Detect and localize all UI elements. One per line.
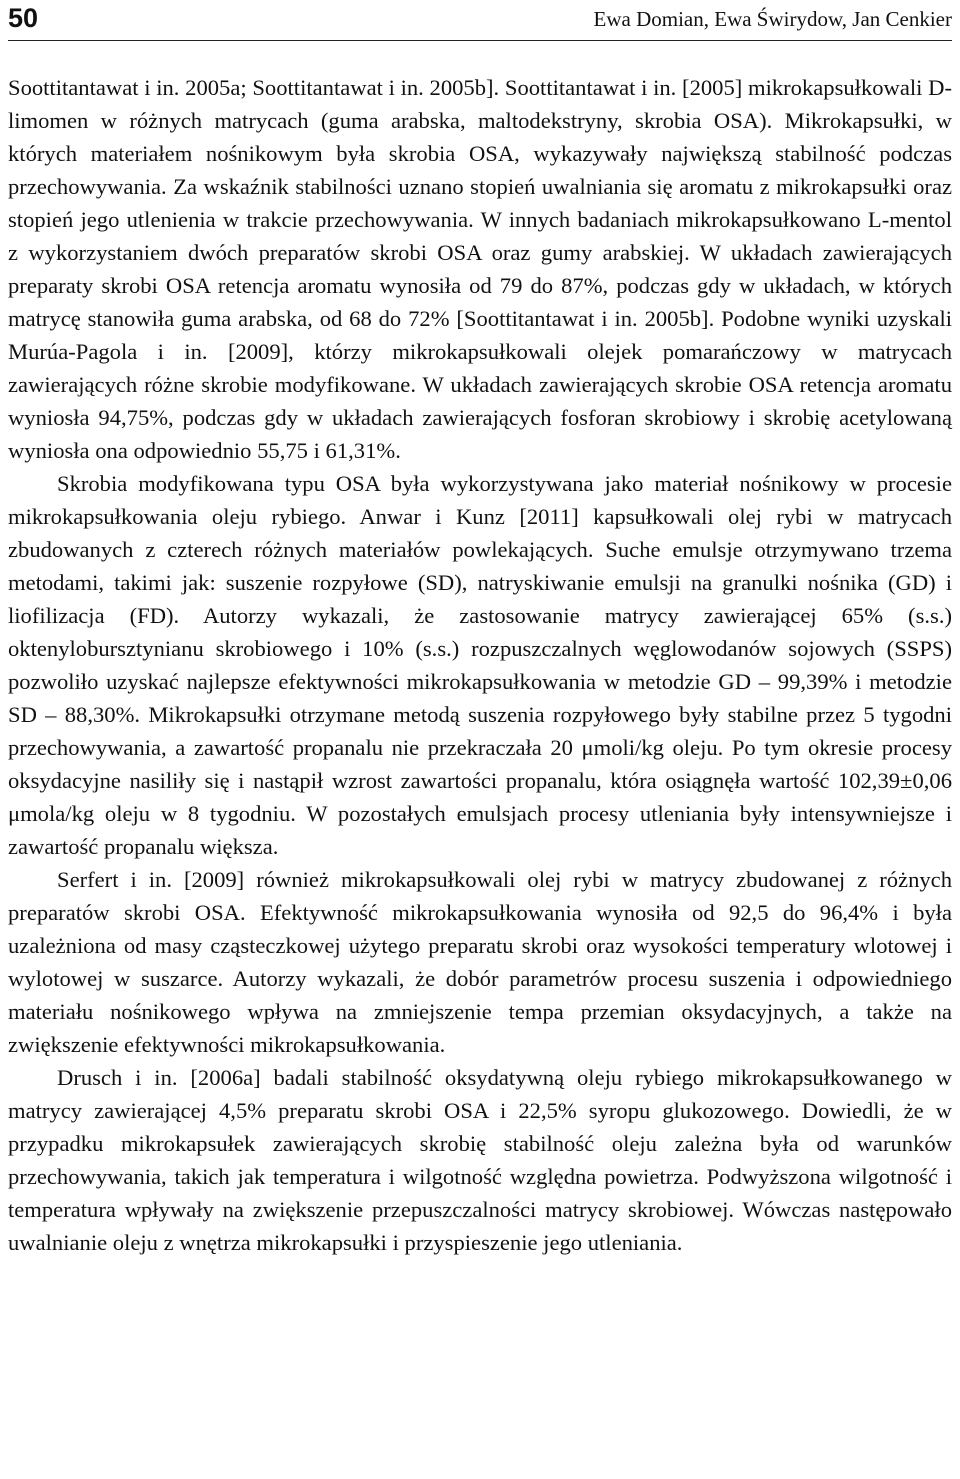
paragraph-1: Soottitantawat i in. 2005a; Soottitantawat i in. 2005b]. Soottitantawat i in. [2005] mikrokapsułkowali D-limomen w różnych matrycach (guma arabska, maltodekstryny, skrobia OSA). Mikrokapsułki, w których materiałem nośnikowym była skrobia OSA, wykazywały największą stabilność podczas przechowywania. Za wskaźnik stabilności uznano stopień uwalniania się aromatu z mikrokapsułki oraz stopień jego utlenienia w trakcie przechowywania. W innych badaniach mikrokapsułkowano L-mentol z wykorzystaniem dwóch preparatów skrobi OSA oraz gumy arabskiej. W układach zawierających preparaty skrobi OSA retencja aromatu wynosiła od 79 do 87%, podczas gdy w układach, w których matrycę stanowiła guma arabska, od 68 do 72% [Soottitantawat i in. 2005b]. Podobne wyniki uzyskali Murúa-Pagola i in. [2009], którzy mikrokapsułkowali olejek pomarańczowy w matrycach zawierających różne skrobie modyfikowane. W układach zawierających skrobie OSA retencja aromatu wyniosła 94,75%, podczas gdy w układach zawierających fosforan skrobiowy i skrobię acetylowaną wyniosła ona odpowiednio 55,75 i 61,31%. (8, 75, 952, 463)
running-header-authors: Ewa Domian, Ewa Świrydow, Jan Cenkier (593, 7, 952, 31)
paragraph-3: Serfert i in. [2009] również mikrokapsułkowali olej rybi w matrycy zbudowanej z różnych preparatów skrobi OSA. Efektywność mikrokapsułkowania wynosiła od 92,5 do 96,4% i była uzależniona od masy cząsteczkowej użytego preparatu skrobi oraz wysokości temperatury wlotowej i wylotowej w suszarce. Autorzy wykazali, że dobór parametrów procesu suszenia i odpowiedniego materiału nośnikowego wpływa na zmniejszenie tempa przemian oksydacyjnych, a także na zwiększenie efektywności mikrokapsułkowania. (8, 867, 952, 1057)
running-header (8, 0, 952, 41)
page-number: 50 (8, 3, 39, 33)
paragraph-2: Skrobia modyfikowana typu OSA była wykorzystywana jako materiał nośnikowy w procesie mikrokapsułkowania oleju rybiego. Anwar i Kunz [2011] kapsułkowali olej rybi w matrycach zbudowanych z czterech różnych materiałów powlekających. Suche emulsje otrzymywano trzema metodami, takimi jak: suszenie rozpyłowe (SD), natryskiwanie emulsji na granulki nośnika (GD) i liofilizacja (FD). Autorzy wykazali, że zastosowanie matrycy zawierającej 65% (s.s.) oktenylobursztynianu skrobiowego i 10% (s.s.) rozpuszczalnych węglowodanów sojowych (SSPS) pozwoliło uzyskać najlepsze efektywności mikrokapsułkowania w metodzie GD – 99,39% i metodzie SD – 88,30%. Mikrokapsułki otrzymane metodą suszenia rozpyłowego były stabilne przez 5 tygodni przechowywania, a zawartość propanalu nie przekraczała 20 μmoli/kg oleju. Po tym okresie procesy oksydacyjne nasiliły się i nastąpił wzrost zawartości propanalu, która osiągnęła wartość 102,39±0,06 μmola/kg oleju w 8 tygodniu. W pozostałych emulsjach procesy utleniania były intensywniejsze i zawartość propanalu większa. (8, 471, 952, 859)
body-text (8, 71, 952, 1259)
paragraph-4: Drusch i in. [2006a] badali stabilność oksydatywną oleju rybiego mikrokapsułkowanego w matrycy zawierającej 4,5% preparatu skrobi OSA i 22,5% syropu glukozowego. Dowiedli, że w przypadku mikrokapsułek zawierających skrobię stabilność oleju zależna była od warunków przechowywania, takich jak temperatura i wilgotność względna powietrza. Podwyższona wilgotność i temperatura wpływały na zwiększenie przepuszczalności matrycy skrobiowej. Wówczas następowało uwalnianie oleju z wnętrza mikrokapsułki i przyspieszenie jego utleniania. (8, 1065, 952, 1255)
document-page (8, 0, 952, 1479)
